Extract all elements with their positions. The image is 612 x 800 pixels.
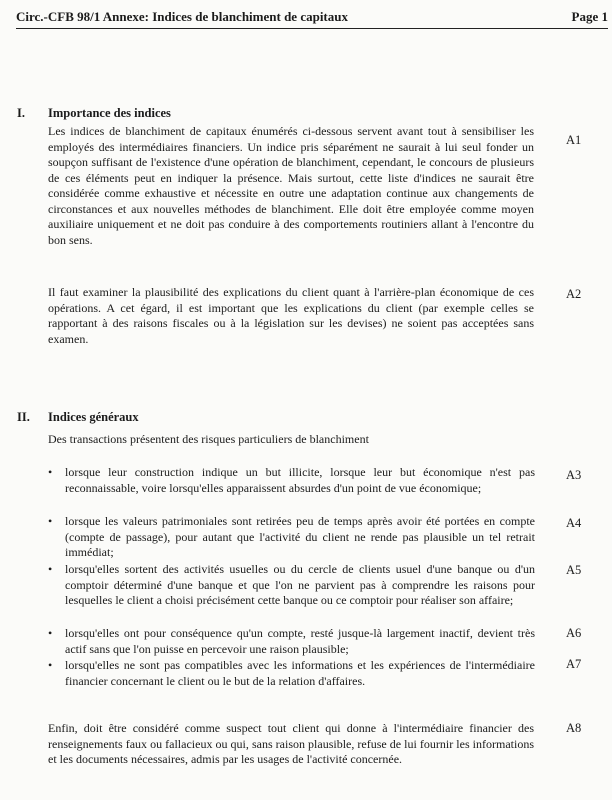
page-number: Page 1 bbox=[571, 9, 608, 24]
list-item-text: lorsqu'elles ne sont pas compatibles avec les informations et les expériences de l'intermédiaire financier concernant le client ou le but de la relation d'affaires. bbox=[65, 658, 535, 688]
bullet-icon: • bbox=[48, 514, 53, 528]
section-2-closing: Enfin, doit être considéré comme suspect tout client qui donne à l'intermédiaire financier des renseignements faux ou fallacieux ou qui, sans raison plausible, refuse de lui fournir les informations et les documents nécessaires, admis par les usages de l'activité concernée. bbox=[48, 721, 534, 766]
margin-ref-a1: A1 bbox=[566, 133, 582, 147]
section-2-number: II. bbox=[17, 410, 30, 424]
bullet-icon: • bbox=[48, 658, 53, 672]
section-1-paragraph-1: Les indices de blanchiment de capitaux énumérés ci-dessous servent avant tout à sensibiliser les employés des intermédiaires financiers. Un indice pris séparément ne saurait à lui seul fonder un soupçon suffisant de l'existence d'une opération de blanchiment, cependant, le concours de plusieurs de ces éléments peut en indiquer la présence. Mais surtout, cette liste d'indices ne saurait être considérée comme exhaustive et nécessite en outre une adaptation continue aux changements de circonstances et aux nouvelles méthodes de blanchiment. Elle doit être employée comme moyen auxiliaire uniquement et ne doit pas conduire à des comportements routiniers allant à l'encontre du bon sens. bbox=[48, 124, 534, 247]
margin-ref-a2: A2 bbox=[566, 287, 582, 301]
margin-ref-a5: A5 bbox=[566, 563, 582, 577]
section-1-paragraph-2: Il faut examiner la plausibilité des explications du client quant à l'arrière-plan économique de ces opérations. A cet égard, il est important que les explications du client (par exemple celles se rapportant à des raisons fiscales ou à la législation sur les devises) ne soient pas acceptées sans examen. bbox=[48, 285, 534, 346]
section-1-number: I. bbox=[17, 106, 25, 120]
list-item-text: lorsqu'elles sortent des activités usuelles ou du cercle de clients usuel d'une banque ou d'un comptoir déterminé d'une banque et que l'on ne parvient pas à comprendre les raisons pour lesquelles le client a choisi précisément cette banque ou ce comptoir pour réaliser son affaire; bbox=[65, 562, 535, 607]
margin-ref-a7: A7 bbox=[566, 657, 582, 671]
section-1-title: Importance des indices bbox=[48, 106, 171, 120]
list-item-text: lorsque leur construction indique un but illicite, lorsque leur but économique n'est pas reconnaissable, voire lorsqu'elles apparaissent absurdes d'un point de vue économique; bbox=[65, 465, 535, 495]
margin-ref-a3: A3 bbox=[566, 468, 582, 482]
margin-ref-a6: A6 bbox=[566, 626, 582, 640]
margin-ref-a4: A4 bbox=[566, 516, 582, 530]
bullet-icon: • bbox=[48, 465, 53, 479]
document-title: Circ.-CFB 98/1 Annexe: Indices de blanchiment de capitaux bbox=[16, 9, 348, 24]
bullet-icon: • bbox=[48, 626, 53, 640]
section-2-intro: Des transactions présentent des risques particuliers de blanchiment bbox=[48, 432, 369, 446]
bullet-icon: • bbox=[48, 562, 53, 576]
margin-ref-a8: A8 bbox=[566, 721, 582, 735]
section-2-title: Indices généraux bbox=[48, 410, 139, 424]
list-item-text: lorsque les valeurs patrimoniales sont retirées peu de temps après avoir été portées en compte (compte de passage), pour autant que l'activité du client ne rende pas plausible un tel retrait immédiat; bbox=[65, 514, 535, 559]
list-item-text: lorsqu'elles ont pour conséquence qu'un compte, resté jusque-là largement inactif, devient très actif sans que l'on puisse en percevoir une raison plausible; bbox=[65, 626, 535, 656]
page-header bbox=[16, 6, 608, 29]
